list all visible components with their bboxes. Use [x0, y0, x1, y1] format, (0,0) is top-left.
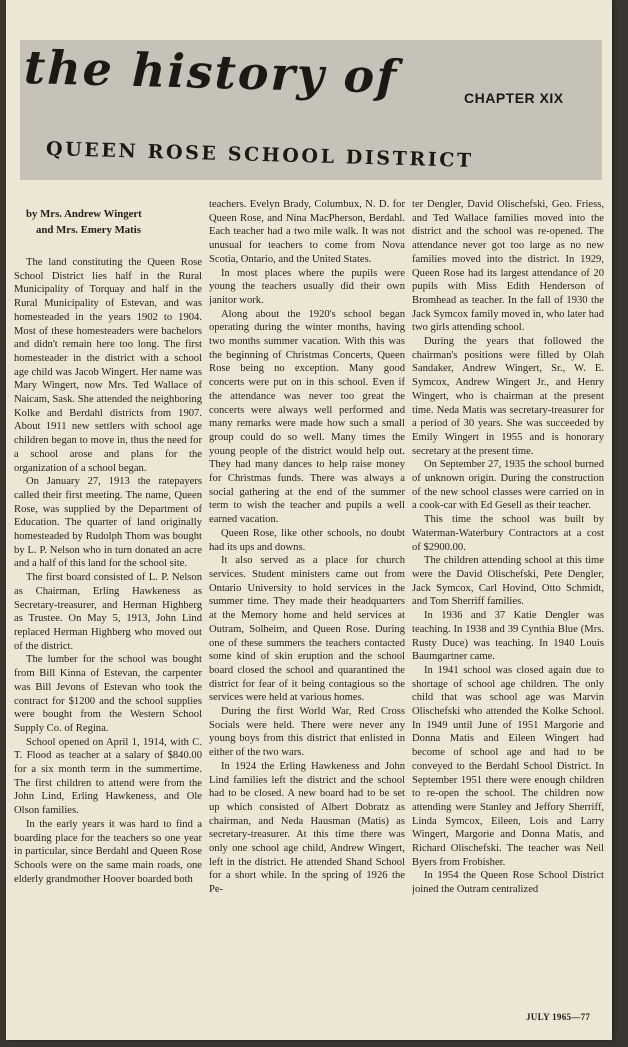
paragraph: During the first World War, Red Cross Socials were held. There were never any young boys from this district that enlisted in either of the two wars. — [209, 706, 405, 759]
magazine-page — [6, 0, 612, 1040]
chapter-label: CHAPTER XIX — [464, 90, 564, 106]
paragraph: The first board consisted of L. P. Nelson as Chairman, Erling Hawkeness as Secretary-treasurer, and Herman Highberg as Trustee. On May 5, 1913, John Lind replaced Herman Highberg who moved out of the district. — [14, 572, 202, 652]
paragraph: In 1941 school was closed again due to shortage of school age children. The only child that was school age was Marvin Olischefski who attended the Kolke School. In 1949 until June of 1951 Margorie and Donna Matis and Eileen Wingert had become of school age and had to be conveyed to the Berdahl School District. In September 1951 there were enough children to re-open the school. The children now attending were Stanley and Jeffory Sherriff, Linda Symcox, Eileen, Lois and Larry Wingert, Margorie and Donna Matis, and Richard Olischefski. The teacher was Neil Byers from Frobisher. — [412, 664, 604, 868]
byline-author-1: by Mrs. Andrew Wingert — [26, 208, 142, 220]
page-footer: JULY 1965—77 — [526, 1012, 591, 1022]
paragraph: In most places where the pupils were young the teachers usually did their own janitor work. — [209, 267, 405, 306]
paragraph: On September 27, 1935 the school burned of unknown origin. During the construction of the new school classes were carried on in a cook-car with Ed Gesell as their teacher. — [412, 459, 604, 512]
paragraph: This time the school was built by Waterman-Waterbury Contractors at a cost of $2900.00. — [412, 514, 604, 553]
paragraph: On January 27, 1913 the ratepayers called their first meeting. The name, Queen Rose, was supplied by the Department of Education. The quarter of land originally homesteaded by Rudolph Thom was bought by L. P. Nelson who in turn donated an acre and a half of this land for the school site. — [14, 476, 202, 570]
script-title: the history of — [23, 40, 399, 104]
paragraph: The children attending school at this time were the David Olischefski, Pete Dengler, Jack Symcox, Carl Hovind, Otto Schmidt, and Tom Sherriff families. — [412, 555, 604, 608]
paragraph: In 1924 the Erling Hawkeness and John Lind families left the district and the school had to be closed. A new board had to be set up which consisted of Albert Dobratz as chairman, and Neda Hausman (Matis) as secretary-treasurer. At this time there was only one school age child, Andrew Wingert, left in the district. He attended Shand School for a short while. In the spring of 1926 the Pe- — [209, 760, 405, 896]
paragraph: teachers. Evelyn Brady, Columbux, N. D. for Queen Rose, and Nina MacPherson, Berdahl. Each teacher had a two mile walk. It was not unusual for teachers to come from Nova Scotia, Ontario, and the United States. — [209, 199, 405, 265]
paragraph: The lumber for the school was bought from Bill Kinna of Estevan, the carpenter was Bill Jevons of Estevan who took the contract for $1200 and the school supplies were bought from the Western School Supply Co. of Regina. — [14, 654, 202, 734]
text-column-1 — [14, 198, 202, 1013]
paragraph: The land constituting the Queen Rose School District lies half in the Rural Municipality of Torquay and half in the Rural Municipality of Estevan, and was homesteaded in the years 1902 to 1904. Most of these homesteaders were bachelors and didn't remain here too long. The first homesteader in the district with a school age child was Jacob Wingert. Her name was Mary Wingert, now Mrs. Ted Wallace of Naicam, Sask. She attended the neighboring Kolke and Berdahl districts from 1907. About 1911 new settlers with school age children began to move in, thus the need for a school arose and plans for the organization of a school began. — [14, 257, 202, 474]
text-column-2 — [209, 198, 405, 1013]
byline — [26, 206, 202, 238]
paragraph: In 1954 the Queen Rose School District joined the Outram centralized — [412, 870, 604, 896]
paragraph: In the early years it was hard to find a boarding place for the teachers so one year in particular, since Berdahl and Queen Rose Schools were on the same main roads, one elderly grandmother Hoover boarded both — [14, 818, 202, 885]
paragraph: School opened on April 1, 1914, with C. T. Flood as teacher at a salary of $840.00 for a six month term in the summertime. The first children to attend were from the John Lind, Erling Hawkeness, and Ole Olson families. — [14, 736, 202, 817]
paragraph: During the years that followed the chairman's positions were filled by Olah Sandaker, Andrew Wingert, Sr., W. E. Symcox, Andrew Wingert Jr., and Henry Wingert, who is chairman at the present time. Neda Matis was secretary-treasurer for a period of 30 years. She was succeeded by Emily Wingert in 1955 and is honorary secretary at the present time. — [412, 336, 604, 457]
paragraph: It also served as a place for church services. Student ministers came out from Ontario University to hold services in the summer time. They made their headquarters at the Memory home and held services at Outram, Solheim, and Queen Rose. During one of these summers the teachers contacted some kind of skin eruption and the school board closed the school and quarantined the district for fear of it being contagious so the services were held at various homes. — [209, 555, 405, 704]
paragraph: ter Dengler, David Olischefski, Geo. Friess, and Ted Wallace families moved into the district and the school was re-opened. The attendance never got too large as no new families moved into the district. In 1929, Queen Rose had its largest attendance of 20 pupils with Miss Edith Henderson of Bromhead as teacher. In the fall of 1930 the Jack Symcox family moved in, who later had two girls attending school. — [412, 199, 604, 334]
text-column-3 — [412, 198, 604, 1013]
byline-author-2: and Mrs. Emery Matis — [36, 224, 141, 236]
paragraph: In 1936 and 37 Katie Dengler was teaching. In 1938 and 39 Cynthia Blue (Mrs. Rusty Duce) was teaching. In 1940 Louis Baumgartner came. — [412, 610, 604, 663]
paragraph: Queen Rose, like other schools, no doubt had its ups and downs. — [209, 527, 405, 553]
paragraph: Along about the 1920's school began operating during the winter months, having two months summer vacation. With this was the beginning of Christmas Concerts, Queen Rose being no exception. Many good concerts were put on in this school. Even if the attendance was never too great the concerts were always well performed and many remarks were made how such a small group could do so well. Many times the young people of the district would help out. They had many dances to help raise money for Christmas funds. There was always a social gathering at the end of the summer term to wish the teacher and pupils a well earned vacation. — [209, 308, 405, 526]
article-title: QUEEN ROSE SCHOOL DISTRICT — [45, 138, 474, 172]
